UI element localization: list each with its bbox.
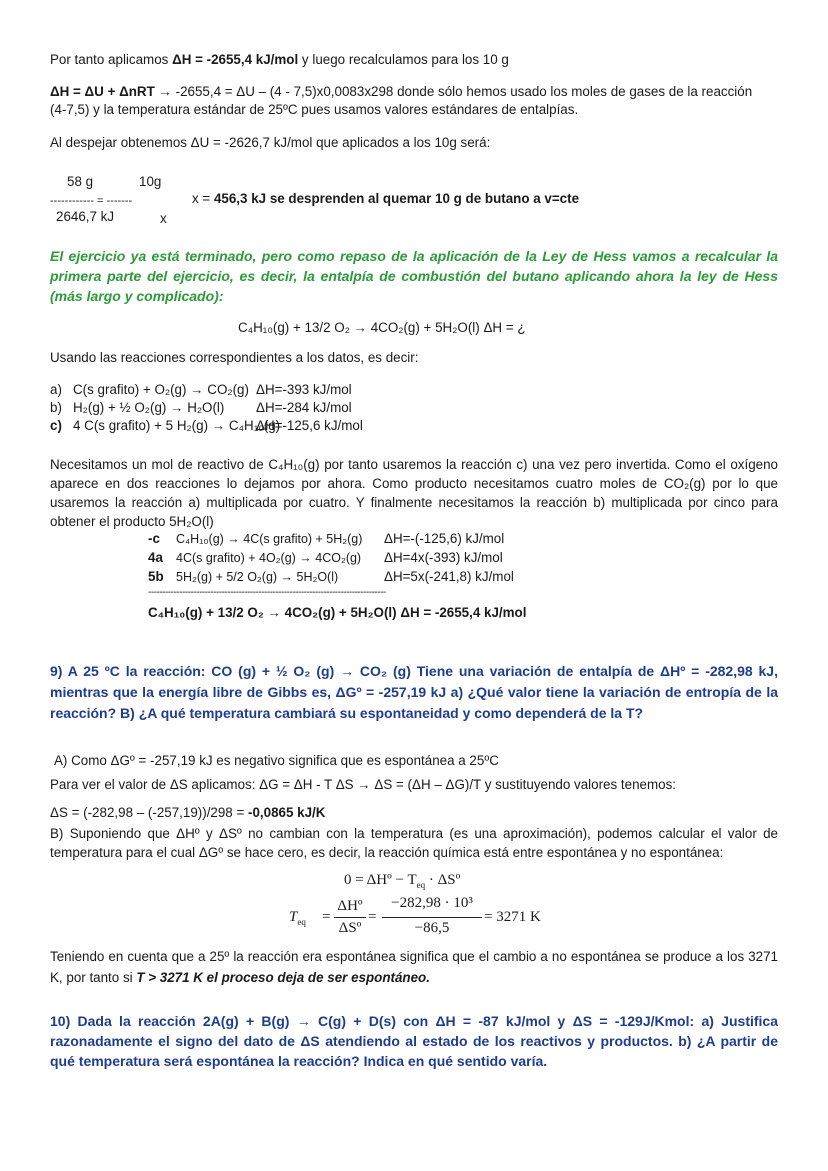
formula-result: = 3271 K: [484, 909, 541, 925]
review-note: El ejercicio ya está terminado, pero como repaso de la aplicación de la Ley de Hess vamos a recalcular la primera parte del ejercicio, es decir, la entalpía de combustión del butano aplicando ahora la ley de Hess (más largo y complicado):: [50, 248, 778, 304]
bold-text: ΔH = ΔU + ΔnRT →: [50, 84, 176, 99]
paragraph-2-line2: [50, 101, 578, 119]
question-9: 9) A 25 ºC la reacción: CO (g) + ½ O₂ (g) → CO₂ (g) Tiene una variación de entalpía de ΔHº = -282,98 kJ, mientras que la energía libre de Gibbs es, ΔGº = -257,19 kJ a) ¿Qué valor tiene la variación de entropía de la reacción? B) ¿A qué temperatura cambiará su espontaneidad y como dependerá de la T?: [50, 663, 778, 721]
text: -2655,4 = ΔU – (4 - 7,5)x0,0083x298 donde sólo hemos usado los moles de gases de la reacción: [175, 84, 753, 99]
text: y luego recalculamos para los 10 g: [298, 52, 509, 67]
reaction-enthalpy: ΔH=-393 kJ/mol: [256, 382, 352, 397]
text: 0 = ΔHº − T: [344, 872, 417, 888]
text: ΔS = (-282,98 – (-257,19))/298 =: [50, 805, 249, 820]
fraction-2-bar: [382, 917, 482, 918]
text: Teniendo en cuenta que a 25º la reacción era espontánea significa que el cambio a no espontánea se produce a los 3271 K, por tanto si: [50, 949, 778, 985]
paragraph-2-line1: [50, 83, 752, 101]
hess-label: 4a: [148, 550, 163, 565]
hess-label: 5b: [148, 569, 164, 584]
reaction-equation: H₂(g) + ½ O₂(g) → H₂O(l): [73, 400, 225, 415]
ratio-numerator-2: 10g: [139, 174, 162, 189]
ratio-denominator-2: x: [160, 211, 167, 226]
text: Por tanto aplicamos: [50, 52, 173, 67]
formula-line-1: [344, 871, 460, 894]
reaction-equation: C(s grafito) + O₂(g) → CO₂(g): [73, 382, 249, 397]
bold-text: -0,0865 kJ/K: [248, 805, 326, 820]
bold-text: ΔH = -2655,4 kJ/mol: [172, 52, 299, 67]
text: x =: [192, 191, 214, 206]
ratio-denominator-1: 2646,7 kJ: [56, 209, 115, 224]
bold-italic-text: T > 3271 K el proceso deja de ser espontáneo.: [136, 970, 430, 985]
fraction-2-denominator: −86,5: [414, 920, 450, 936]
hess-equation: 4C(s grafito) + 4O₂(g) → 4CO₂(g): [176, 551, 362, 565]
answer-9-line3: [50, 804, 325, 822]
fraction-2-numerator: −282,98 · 10³: [391, 895, 473, 911]
answer-9-conclusion: [50, 946, 778, 988]
bold-text: 456,3 kJ se desprenden al quemar 10 g de butano a v=cte: [213, 191, 580, 206]
hess-enthalpy: ΔH=-(-125,6) kJ/mol: [384, 531, 505, 546]
fraction-1-numerator: ΔHº: [337, 898, 363, 914]
paragraph-5: Necesitamos un mol de reactivo de C₄H₁₀(g) por tanto usaremos la reacción c) una vez pero invertida. Como el oxígeno aparece en dos reacciones lo dejamos por ahora. Como producto necesitamos cuatro moles de CO₂(g) por lo que usaremos la reacción a) multiplicada por cuatro. Y finalmente necesitamos la reacción b) multiplicada por cinco para obtener el producto 5H₂O(l): [50, 457, 778, 529]
formula-equals-2: =: [368, 909, 377, 925]
hess-total: C₄H₁₀(g) + 13/2 O₂ → 4CO₂(g) + 5H₂O(l) ΔH = -2655,4 kJ/mol: [148, 605, 527, 620]
hess-separator: ------------------------------------------------------------------------------------: [148, 587, 386, 598]
fraction-1-denominator: ΔSº: [338, 920, 362, 936]
answer-9-a: A) Como ΔGº = -257,19 kJ es negativo significa que es espontánea a 25ºC: [54, 753, 499, 768]
paragraph-1: [50, 51, 509, 69]
text: T: [289, 909, 298, 925]
reaction-label: a): [50, 382, 62, 397]
main-equation: C₄H₁₀(g) + 13/2 O₂ → 4CO₂(g) + 5H₂O(l) ΔH = ¿: [238, 320, 526, 335]
ratio-result: [192, 190, 579, 208]
paragraph-4: Usando las reacciones correspondientes a los datos, es decir:: [50, 350, 419, 365]
text: (4-7,5) y la temperatura estándar de 25ºC pues usamos valores estándares de entalpías.: [50, 102, 579, 117]
reaction-enthalpy: ΔH=-284 kJ/mol: [256, 400, 352, 415]
subscript: eq: [297, 917, 306, 927]
fraction-1-bar: [334, 917, 366, 918]
question-10: 10) Dada la reacción 2A(g) + B(g) → C(g) + D(s) con ΔH = -87 kJ/mol y ΔS = -129J/Kmol: a) Justifica razonadamente el signo del dato de ΔS atendiendo al estado de los reactivos y productos. b) ¿A partir de qué temperatura será espontánea la reacción? Indica en qué sentido varía.: [50, 1013, 778, 1069]
hess-enthalpy: ΔH=5x(-241,8) kJ/mol: [384, 569, 514, 584]
reaction-enthalpy: ΔH=-125,6 kJ/mol: [256, 418, 363, 433]
reaction-label: c): [50, 418, 62, 433]
ratio-numerator-1: 58 g: [67, 174, 94, 189]
subscript: eq: [416, 880, 426, 890]
hess-equation: 5H₂(g) + 5/2 O₂(g) → 5H₂O(l): [176, 570, 339, 584]
reaction-equation: 4 C(s grafito) + 5 H₂(g) → C₄H₁₀(g): [73, 418, 281, 433]
answer-9-b: B) Suponiendo que ΔHº y ΔSº no cambian con la temperatura (es una aproximación), podemos calcular el valor de temperatura para el cual ΔGº se hace cero, es decir, la reacción química está entre espontánea y no espontánea:: [50, 826, 778, 860]
ratio-separator: ------------ = -------: [50, 195, 133, 207]
paragraph-3: Al despejar obtenemos ΔU = -2626,7 kJ/mol que aplicados a los 10g será:: [50, 135, 491, 150]
answer-9-line2: Para ver el valor de ΔS aplicamos: ΔG = ΔH - T ΔS → ΔS = (ΔH – ΔG)/T y sustituyendo valores tenemos:: [50, 777, 676, 792]
formula-equals: =: [322, 909, 331, 925]
hess-equation: C₄H₁₀(g) → 4C(s grafito) + 5H₂(g): [176, 532, 363, 546]
hess-enthalpy: ΔH=4x(-393) kJ/mol: [384, 550, 503, 565]
formula-teq: [289, 908, 306, 931]
reaction-label: b): [50, 400, 62, 415]
hess-label: -c: [148, 531, 160, 546]
text: · ΔSº: [425, 872, 461, 888]
